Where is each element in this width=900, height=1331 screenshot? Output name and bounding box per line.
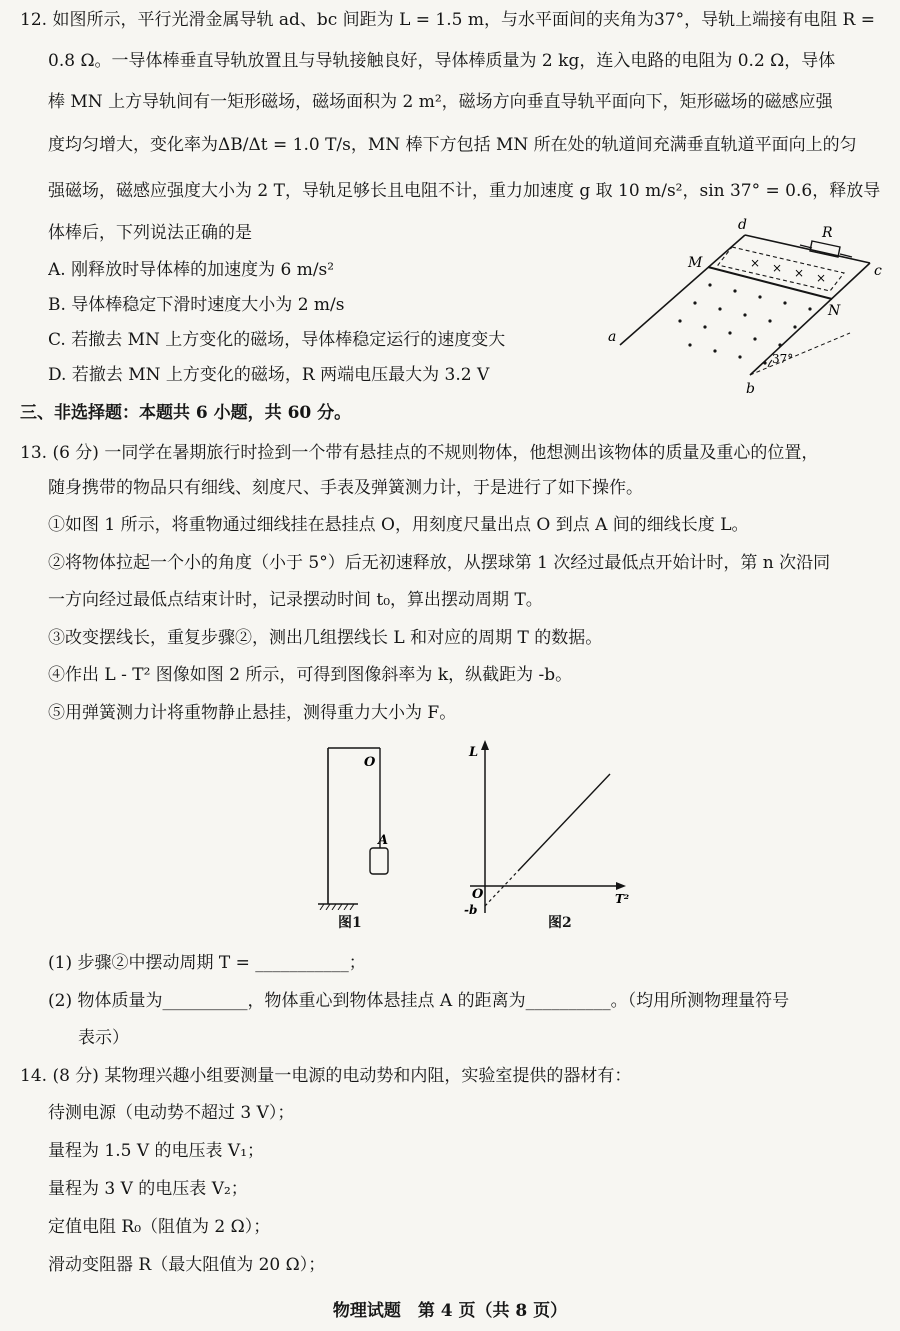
label-m: M (688, 255, 703, 271)
section-3-heading: 三、非选择题：本题共 6 小题，共 60 分。 (20, 403, 352, 423)
x-axis-label: T² (615, 892, 630, 906)
label-c: c (874, 263, 882, 279)
q14-item-1: 待测电源（电动势不超过 3 V）； (48, 1103, 295, 1123)
label-o: O (364, 755, 376, 770)
q14-item-4: 定值电阻 R₀（阻值为 2 Ω）； (48, 1217, 271, 1237)
q13-step-4: ④作出 L - T² 图像如图 2 所示，可得到图像斜率为 k，纵截距为 -b。 (48, 665, 573, 685)
q12-option-a: A. 刚释放时导体棒的加速度为 6 m/s² (48, 260, 335, 280)
q13-line-1: 13. (6 分) 一同学在暑期旅行时捡到一个带有悬挂点的不规则物体，他想测出该物体的质量及重心的位置， (20, 443, 819, 463)
intercept-label: -b (464, 903, 478, 917)
pendulum-weight (370, 848, 388, 874)
q13-subquestion-2-cont: 表示） (78, 1028, 129, 1048)
ground-hatching (320, 904, 354, 910)
q12-line-5: 强磁场，磁感应强度大小为 2 T，导轨足够长且电阻不计，重力加速度 g 取 10 m/s²，sin 37° = 0.6，释放导 (48, 181, 880, 201)
label-d: d (738, 217, 747, 233)
figure-2-caption: 图2 (548, 915, 572, 931)
q13-step-3: ③改变摆线长，重复步骤②，测出几组摆线长 L 和对应的周期 T 的数据。 (48, 628, 603, 648)
cross-mark: × (816, 271, 827, 285)
cross-mark: × (772, 261, 783, 275)
y-axis-label: L (469, 745, 479, 760)
q12-line-2: 0.8 Ω。一导体棒垂直导轨放置且与导轨接触良好，导体棒质量为 2 kg，连入电路的电阻为 0.2 Ω，导体 (48, 51, 836, 71)
q14-line-1: 14. (8 分) 某物理兴趣小组要测量一电源的电动势和内阻，实验室提供的器材有： (20, 1066, 632, 1086)
q12-option-c: C. 若撤去 MN 上方变化的磁场，导体棒稳定运行的速度变大 (48, 330, 506, 350)
q13-step-5: ⑤用弹簧测力计将重物静止悬挂，测得重力大小为 F。 (48, 703, 457, 723)
q13-step-1: ①如图 1 所示，将重物通过细线挂在悬挂点 O，用刻度尺量出点 O 到点 A 间的细线长度 L。 (48, 515, 749, 535)
angle-label: 37° (772, 352, 794, 366)
q14-item-2: 量程为 1.5 V 的电压表 V₁； (48, 1141, 265, 1161)
q13-subquestion-1: (1) 步骤②中摆动周期 T = ___________； (48, 953, 366, 973)
q12-line-1: 12. 如图所示，平行光滑金属导轨 ad、bc 间距为 L = 1.5 m，与水平面间的夹角为37°，导轨上端接有电阻 R = (20, 10, 875, 30)
figure-2-graph (460, 738, 640, 918)
q12-line-6: 体棒后，下列说法正确的是 (48, 223, 252, 243)
q14-item-3: 量程为 3 V 的电压表 V₂； (48, 1179, 248, 1199)
q12-rails-figure (600, 215, 890, 395)
figure-1-pendulum (318, 740, 398, 910)
label-a: A (378, 833, 389, 848)
q12-option-d: D. 若撤去 MN 上方变化的磁场，R 两端电压最大为 3.2 V (48, 365, 490, 385)
q13-subquestion-2: (2) 物体质量为__________，物体重心到物体悬挂点 A 的距离为__________。（均用所测物理量符号 (48, 991, 790, 1011)
label-r: R (822, 225, 833, 241)
q12-line-4: 度均匀增大，变化率为ΔB/Δt = 1.0 T/s，MN 棒下方包括 MN 所在处的轨道间充满垂直轨道平面向上的匀 (48, 135, 857, 155)
q12-option-b: B. 导体棒稳定下滑时速度大小为 2 m/s (48, 295, 345, 315)
page-footer: 物理试题 第 4 页（共 8 页） (332, 1301, 568, 1321)
q13-step-2-cont: 一方向经过最低点结束计时，记录摆动时间 t₀，算出摆动周期 T。 (48, 590, 543, 610)
q14-item-5: 滑动变阻器 R（最大阻值为 20 Ω）； (48, 1255, 326, 1275)
origin-label: O (472, 887, 484, 902)
q12-line-3: 棒 MN 上方导轨间有一矩形磁场，磁场面积为 2 m²，磁场方向垂直导轨平面向下，矩形磁场的磁感应强 (48, 92, 833, 112)
figure-1-caption: 图1 (338, 915, 362, 931)
label-n: N (828, 303, 841, 319)
label-a: a (608, 329, 617, 345)
extrapolated-line (485, 871, 518, 906)
cross-mark: × (794, 266, 805, 280)
cross-mark: × (750, 256, 761, 270)
data-line (518, 774, 610, 871)
q13-step-2: ②将物体拉起一个小的角度（小于 5°）后无初速释放，从摆球第 1 次经过最低点开始计时，第 n 次沿同 (48, 553, 831, 573)
label-b: b (746, 381, 755, 395)
q13-line-2: 随身携带的物品只有细线、刻度尺、手表及弹簧测力计，于是进行了如下操作。 (48, 478, 643, 498)
